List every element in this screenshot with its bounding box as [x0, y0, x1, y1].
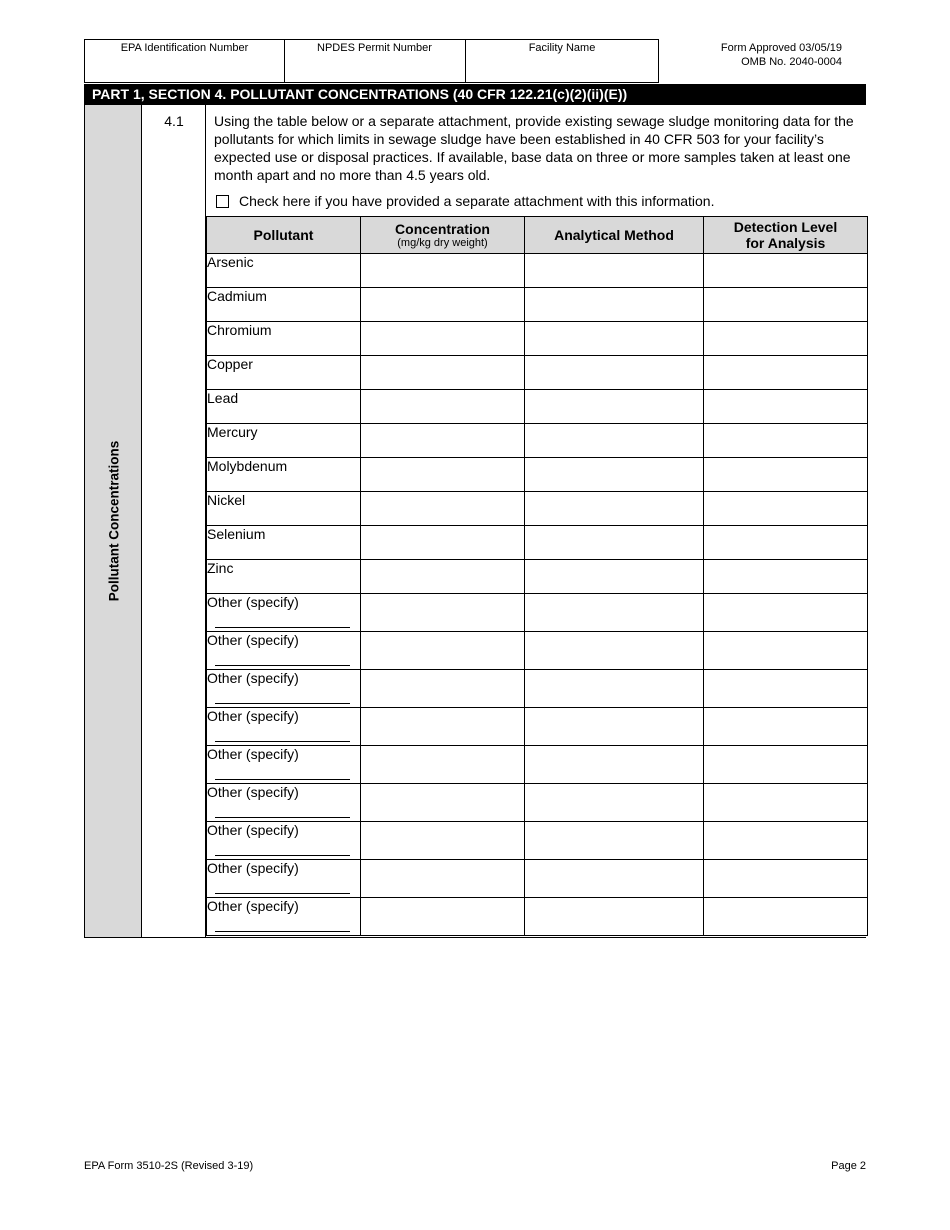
- method-cell[interactable]: [525, 746, 704, 784]
- method-cell[interactable]: [525, 526, 704, 560]
- pollutant-name: Nickel: [207, 492, 246, 508]
- method-cell[interactable]: [525, 670, 704, 708]
- pollutant-name: Molybdenum: [207, 458, 288, 474]
- method-cell[interactable]: [525, 898, 704, 936]
- pollutant-name: Other (specify): [207, 632, 299, 648]
- col-header-concentration: Concentration (mg/kg dry weight): [361, 217, 525, 254]
- concentration-cell[interactable]: [361, 746, 525, 784]
- method-cell[interactable]: [525, 860, 704, 898]
- concentration-cell[interactable]: [361, 560, 525, 594]
- pollutant-name: Other (specify): [207, 708, 299, 724]
- pollutant-name: Other (specify): [207, 860, 299, 876]
- pollutant-name: Other (specify): [207, 784, 299, 800]
- section-title: PART 1, SECTION 4. POLLUTANT CONCENTRATIONS (40 CFR 122.21(c)(2)(ii)(E)): [84, 84, 866, 105]
- section-sidebar: [84, 105, 142, 938]
- npdes-permit-field[interactable]: [284, 39, 466, 83]
- pollutant-cell: [207, 254, 361, 288]
- concentration-cell[interactable]: [361, 288, 525, 322]
- pollutant-cell: [207, 560, 361, 594]
- detection-level-cell[interactable]: [704, 492, 868, 526]
- other-pollutant-cell[interactable]: [207, 822, 361, 860]
- method-cell[interactable]: [525, 458, 704, 492]
- other-pollutant-cell[interactable]: [207, 594, 361, 632]
- pollutant-cell: [207, 390, 361, 424]
- other-pollutant-cell[interactable]: [207, 898, 361, 936]
- instructions: Using the table below or a separate attachment, provide existing sewage sludge monitoring data for the pollutants for which limits in sewage sludge have been established in 40 CFR 503 for your facility’s expected use or disposal practices. If available, base data on three or more samples taken at least one month apart and no more than 4.5 years old.: [214, 113, 854, 183]
- specify-line[interactable]: [215, 817, 350, 818]
- concentration-cell[interactable]: [361, 390, 525, 424]
- detection-level-cell[interactable]: [704, 784, 868, 822]
- method-cell[interactable]: [525, 632, 704, 670]
- specify-line[interactable]: [215, 627, 350, 628]
- attachment-checkbox-row: [216, 193, 714, 209]
- table-row: [207, 746, 868, 784]
- pollutant-name: Mercury: [207, 424, 258, 440]
- concentration-cell[interactable]: [361, 424, 525, 458]
- detection-level-cell[interactable]: [704, 822, 868, 860]
- specify-line[interactable]: [215, 855, 350, 856]
- approval-date: Form Approved 03/05/19: [720, 42, 842, 54]
- other-pollutant-cell[interactable]: [207, 784, 361, 822]
- sidebar-label: Pollutant Concentrations: [106, 440, 122, 602]
- concentration-cell[interactable]: [361, 898, 525, 936]
- detection-level-cell[interactable]: [704, 322, 868, 356]
- specify-line[interactable]: [215, 893, 350, 894]
- method-cell[interactable]: [525, 288, 704, 322]
- table-row: [207, 860, 868, 898]
- pollutant-name: Copper: [207, 356, 253, 372]
- attachment-checkbox[interactable]: [216, 195, 229, 208]
- detection-level-cell[interactable]: [704, 458, 868, 492]
- method-cell[interactable]: [525, 356, 704, 390]
- table-row: [207, 526, 868, 560]
- form-approval: [659, 39, 866, 83]
- table-row: [207, 594, 868, 632]
- facility-name-label: Facility Name: [528, 42, 596, 54]
- pollutant-name: Chromium: [207, 322, 272, 338]
- detection-level-cell[interactable]: [704, 708, 868, 746]
- omb-number: OMB No. 2040-0004: [741, 56, 842, 68]
- method-cell[interactable]: [525, 390, 704, 424]
- pollutant-cell: [207, 424, 361, 458]
- table-row: [207, 458, 868, 492]
- concentration-cell[interactable]: [361, 822, 525, 860]
- pollutant-cell: [207, 492, 361, 526]
- table-row: [207, 822, 868, 860]
- other-pollutant-cell[interactable]: [207, 746, 361, 784]
- col-header-pollutant: Pollutant: [207, 217, 361, 254]
- table-row: [207, 784, 868, 822]
- item-number: 4.1: [164, 113, 184, 129]
- method-cell[interactable]: [525, 254, 704, 288]
- table-row: [207, 288, 868, 322]
- col-header-method: Analytical Method: [525, 217, 704, 254]
- table-row: [207, 356, 868, 390]
- detection-level-cell[interactable]: [704, 526, 868, 560]
- method-cell[interactable]: [525, 560, 704, 594]
- table-row: [207, 670, 868, 708]
- table-row: [207, 632, 868, 670]
- form-id: EPA Form 3510-2S (Revised 3-19): [84, 1160, 254, 1172]
- detection-level-cell[interactable]: [704, 898, 868, 936]
- pollutant-name: Other (specify): [207, 746, 299, 762]
- concentration-cell[interactable]: [361, 708, 525, 746]
- table-row: [207, 560, 868, 594]
- pollutant-name: Zinc: [207, 560, 234, 576]
- col-header-detection: Detection Level for Analysis: [704, 217, 868, 254]
- facility-name-field[interactable]: [466, 39, 659, 83]
- pollutant-name: Lead: [207, 390, 239, 406]
- table-row: [207, 390, 868, 424]
- pollutant-name: Arsenic: [207, 254, 254, 270]
- other-pollutant-cell[interactable]: [207, 860, 361, 898]
- other-pollutant-cell[interactable]: [207, 632, 361, 670]
- other-pollutant-cell[interactable]: [207, 670, 361, 708]
- pollutant-name: Other (specify): [207, 670, 299, 686]
- concentration-cell[interactable]: [361, 356, 525, 390]
- pollutant-name: Cadmium: [207, 288, 267, 304]
- method-cell[interactable]: [525, 594, 704, 632]
- specify-line[interactable]: [215, 931, 350, 932]
- concentration-cell[interactable]: [361, 670, 525, 708]
- concentration-cell[interactable]: [361, 632, 525, 670]
- table-row: [207, 424, 868, 458]
- pollutant-cell: [207, 526, 361, 560]
- concentration-cell[interactable]: [361, 860, 525, 898]
- detection-level-cell[interactable]: [704, 594, 868, 632]
- attachment-checkbox-label: Check here if you have provided a separate attachment with this information.: [239, 193, 715, 209]
- method-cell[interactable]: [525, 322, 704, 356]
- pollutant-cell: [207, 356, 361, 390]
- pollutant-cell: [207, 322, 361, 356]
- pollutant-table: [206, 216, 868, 936]
- detection-level-cell[interactable]: [704, 390, 868, 424]
- specify-line[interactable]: [215, 741, 350, 742]
- detection-level-cell[interactable]: [704, 746, 868, 784]
- detection-level-cell[interactable]: [704, 860, 868, 898]
- pollutant-cell: [207, 288, 361, 322]
- pollutant-name: Other (specify): [207, 898, 299, 914]
- item-number-column: [142, 105, 206, 938]
- table-row: [207, 254, 868, 288]
- detection-level-cell[interactable]: [704, 670, 868, 708]
- detection-level-cell[interactable]: [704, 254, 868, 288]
- detection-level-cell[interactable]: [704, 424, 868, 458]
- specify-line[interactable]: [215, 779, 350, 780]
- epa-id-label: EPA Identification Number: [120, 42, 249, 54]
- method-cell[interactable]: [525, 492, 704, 526]
- concentration-cell[interactable]: [361, 526, 525, 560]
- detection-level-cell[interactable]: [704, 632, 868, 670]
- pollutant-name: Selenium: [207, 526, 266, 542]
- concentration-cell[interactable]: [361, 594, 525, 632]
- form-header: [84, 39, 866, 83]
- pollutant-name: Other (specify): [207, 594, 299, 610]
- concentration-cell[interactable]: [361, 322, 525, 356]
- pollutant-cell: [207, 458, 361, 492]
- npdes-permit-label: NPDES Permit Number: [317, 42, 432, 54]
- detection-level-cell[interactable]: [704, 288, 868, 322]
- table-row: [207, 898, 868, 936]
- method-cell[interactable]: [525, 784, 704, 822]
- method-cell[interactable]: [525, 822, 704, 860]
- detection-level-cell[interactable]: [704, 560, 868, 594]
- other-pollutant-cell[interactable]: [207, 708, 361, 746]
- detection-level-cell[interactable]: [704, 356, 868, 390]
- table-row: [207, 492, 868, 526]
- specify-line[interactable]: [215, 703, 350, 704]
- concentration-cell[interactable]: [361, 492, 525, 526]
- table-row: [207, 708, 868, 746]
- table-row: [207, 322, 868, 356]
- page-number: Page 2: [831, 1160, 866, 1172]
- specify-line[interactable]: [215, 665, 350, 666]
- concentration-cell[interactable]: [361, 254, 525, 288]
- concentration-cell[interactable]: [361, 458, 525, 492]
- method-cell[interactable]: [525, 708, 704, 746]
- epa-id-field[interactable]: [84, 39, 285, 83]
- pollutant-name: Other (specify): [207, 822, 299, 838]
- concentration-cell[interactable]: [361, 784, 525, 822]
- concentration-unit: (mg/kg dry weight): [397, 237, 488, 249]
- method-cell[interactable]: [525, 424, 704, 458]
